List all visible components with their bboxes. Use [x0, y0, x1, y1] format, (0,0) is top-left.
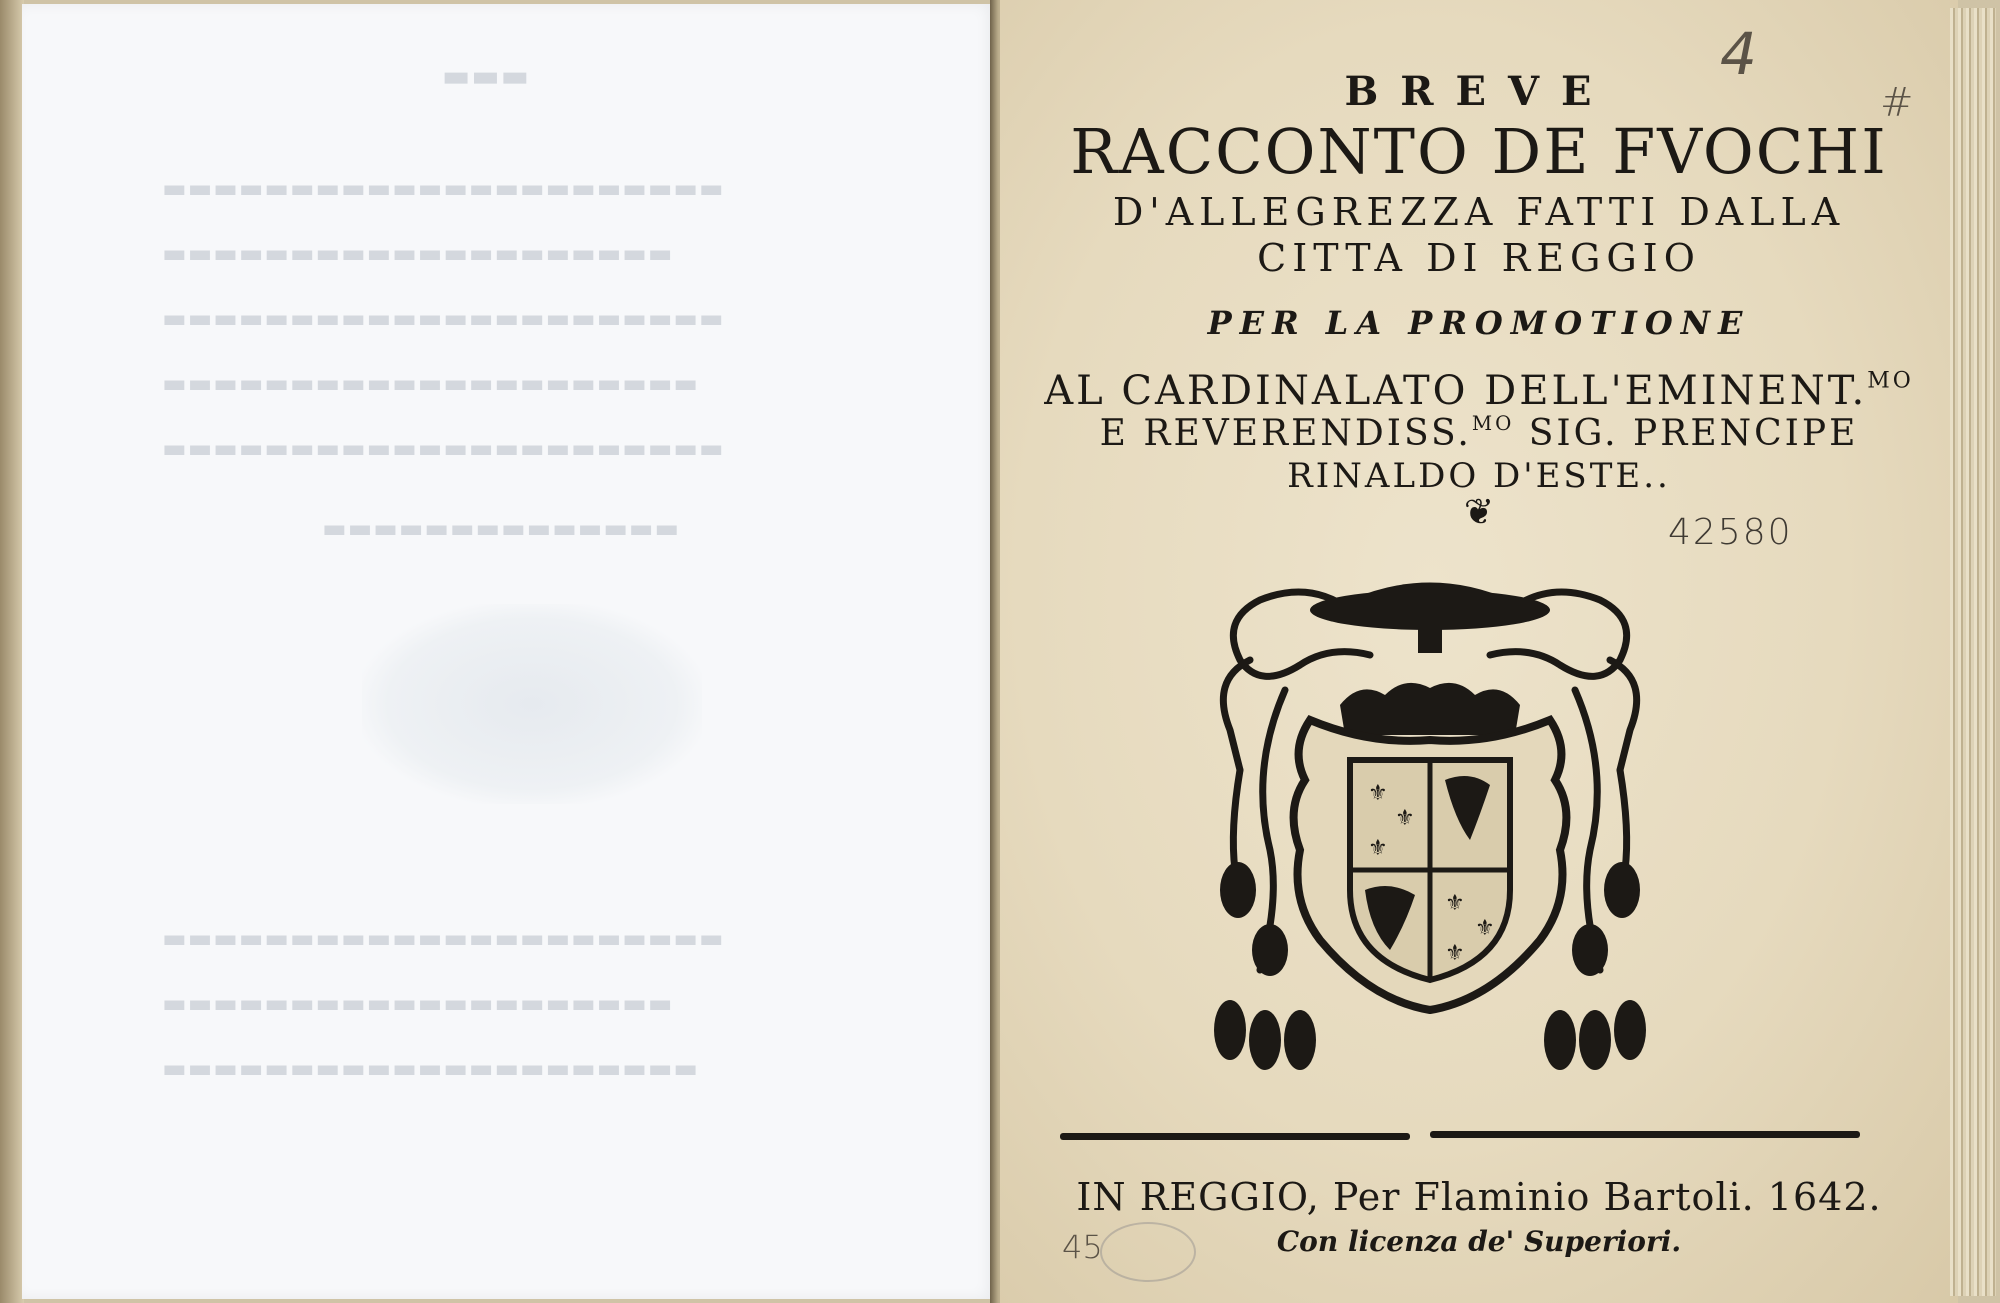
svg-text:⚜: ⚜: [1368, 836, 1388, 861]
dedication-name-line: RINALDO D'ESTE..: [1287, 456, 1671, 496]
fleuron-ornament: ❦: [1463, 492, 1495, 533]
license-line: Con licenza de' Superiori.: [1276, 1225, 1682, 1258]
title-word-breve: BREVE: [1344, 68, 1614, 115]
svg-text:⚜: ⚜: [1368, 781, 1388, 806]
dedication-superscript: MO: [1471, 412, 1515, 435]
cord-left-outer: [1223, 660, 1250, 770]
cardinal-coat-of-arms-woodcut: [1190, 570, 1670, 1080]
title-subline: CITTA DI REGGIO: [1257, 236, 1701, 280]
dedication-superscript: MO: [1867, 368, 1914, 394]
show-through-line: ▬▬▬▬▬▬▬▬▬▬▬▬▬▬▬▬▬▬▬▬▬▬: [162, 434, 725, 464]
dedication-line: [1000, 368, 1958, 414]
show-through-line: ▬▬▬▬▬▬▬▬▬▬▬▬▬▬▬▬▬▬▬▬▬▬: [162, 924, 725, 954]
folio-number-annotation: 4: [1720, 20, 1757, 88]
imprint-line: IN REGGIO, Per Flaminio Bartoli. 1642.: [1076, 1175, 1882, 1219]
show-through-line: ▬▬▬▬▬▬▬▬▬▬▬▬▬▬▬▬▬▬▬▬▬▬: [162, 304, 725, 334]
library-stamp: [1100, 1222, 1196, 1282]
cord-right-outer: [1610, 660, 1637, 770]
dedication-line: [1000, 412, 1958, 454]
shelf-number-annotation: 45: [1062, 1228, 1103, 1266]
blank-left-page: [22, 4, 994, 1299]
title-page: [1000, 0, 1958, 1303]
galero-hat-crown: [1350, 583, 1510, 601]
title-main-line: RACCONTO DE FVOCHI: [1070, 115, 1888, 188]
svg-text:⚜: ⚜: [1475, 916, 1495, 941]
separator-rule-right: [1430, 1131, 1860, 1138]
ducal-crown: [1340, 683, 1520, 735]
catalog-number-annotation: 42580: [1668, 512, 1793, 553]
page-edges: [1950, 8, 1996, 1296]
show-through-heading: ▬▬▬: [442, 59, 531, 94]
separator-rule-left: [1060, 1133, 1410, 1140]
book-binding: [0, 0, 24, 1303]
hash-mark-annotation: #: [1880, 80, 1914, 126]
show-through-line: ▬▬▬▬▬▬▬▬▬▬▬▬▬▬▬▬▬▬▬▬: [162, 989, 674, 1019]
show-through-line: ▬▬▬▬▬▬▬▬▬▬▬▬▬▬▬▬▬▬▬▬▬: [162, 1054, 699, 1084]
svg-text:⚜: ⚜: [1445, 891, 1465, 916]
title-subline: D'ALLEGREZZA FATTI DALLA: [1112, 190, 1846, 234]
svg-text:⚜: ⚜: [1395, 806, 1415, 831]
show-through-line: ▬▬▬▬▬▬▬▬▬▬▬▬▬▬▬▬▬▬▬▬▬▬: [162, 174, 725, 204]
show-through-line: ▬▬▬▬▬▬▬▬▬▬▬▬▬▬: [322, 514, 680, 544]
dedication-text: E REVERENDISS.: [1099, 412, 1472, 454]
dedication-text: AL CARDINALATO DELL'EMINENT.: [1044, 368, 1868, 414]
show-through-line: ▬▬▬▬▬▬▬▬▬▬▬▬▬▬▬▬▬▬▬▬▬: [162, 369, 699, 399]
dedication-text: SIG. PRENCIPE: [1514, 412, 1859, 454]
title-italic-line: PER LA PROMOTIONE: [1207, 304, 1751, 342]
show-through-line: ▬▬▬▬▬▬▬▬▬▬▬▬▬▬▬▬▬▬▬▬: [162, 239, 674, 269]
show-through-woodcut: [362, 604, 702, 804]
svg-text:⚜: ⚜: [1445, 941, 1465, 966]
